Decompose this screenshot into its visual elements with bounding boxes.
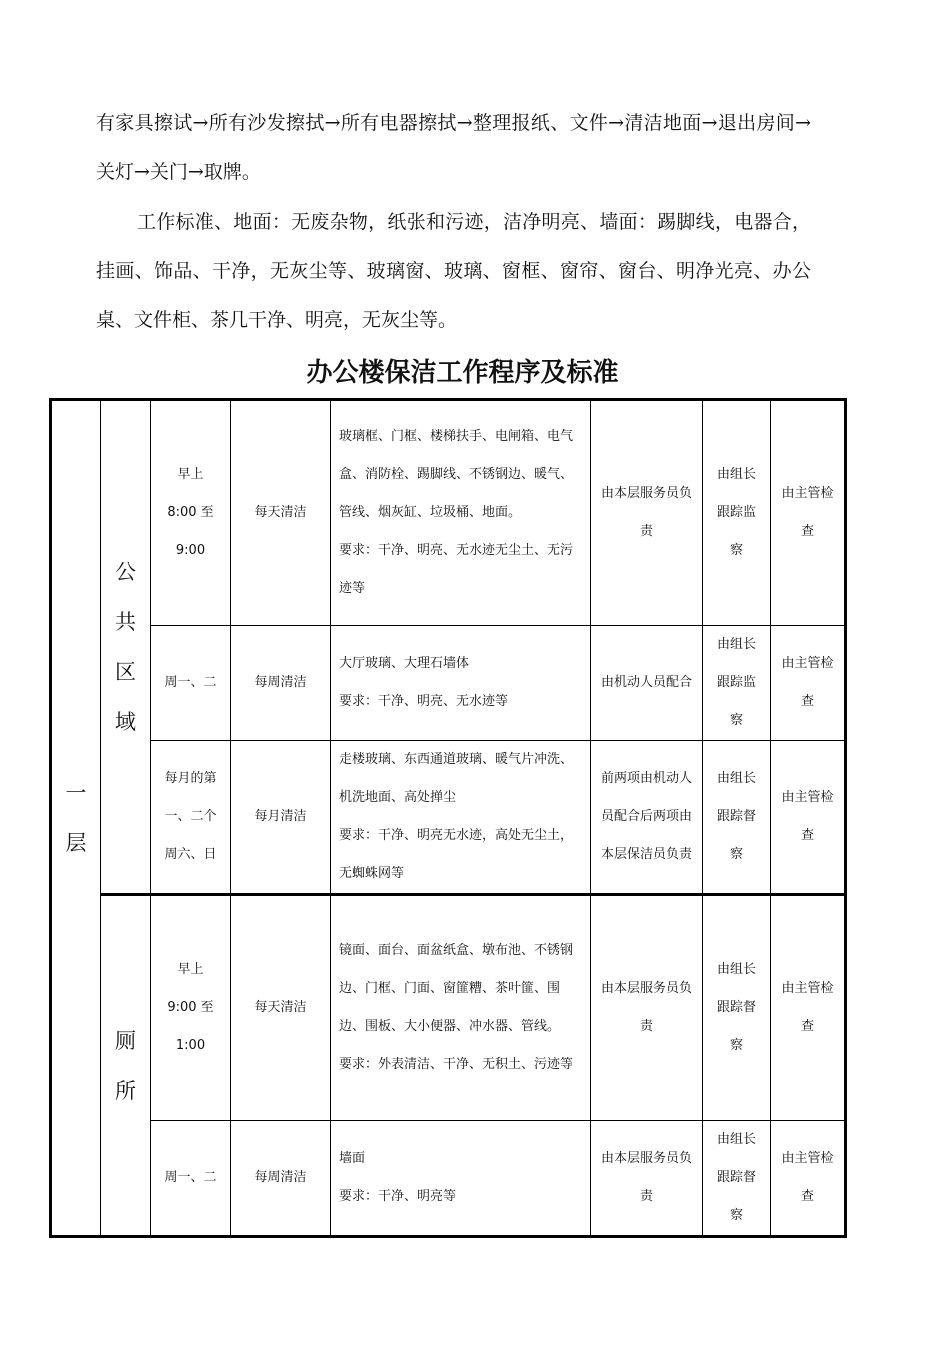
supervise-cell: 由组长跟踪监察 bbox=[703, 626, 771, 741]
check-cell: 由主管检查 bbox=[771, 1121, 846, 1237]
page-title: 办公楼保洁工作程序及标准 bbox=[306, 358, 619, 388]
supervise-cell: 由组长跟踪督察 bbox=[703, 1121, 771, 1237]
content-cell bbox=[331, 400, 591, 626]
frequency-cell: 每周清洁 bbox=[231, 1121, 331, 1237]
area-label: 公共区域 bbox=[115, 560, 136, 734]
table-row bbox=[51, 400, 846, 626]
time-cell: 周一、二 bbox=[151, 1121, 231, 1237]
time-cell bbox=[151, 400, 231, 626]
paragraph-standard: 工作标准、地面：无废杂物，纸张和污迹，洁净明亮、墙面：踢脚线，电器合，挂画、饰品、干净，无灰尘等、玻璃窗、玻璃、窗框、窗帘、窗台、明净光亮、办公桌、文件柜、茶几干净、明亮，无灰尘等。 bbox=[96, 211, 811, 331]
time-cell bbox=[151, 895, 231, 1121]
area-cell bbox=[101, 895, 151, 1237]
time-text: 早上 9:00 至 1:00 bbox=[167, 962, 214, 1053]
supervise-cell: 由组长跟踪督察 bbox=[703, 741, 771, 895]
supervise-cell: 由组长跟踪督察 bbox=[703, 895, 771, 1121]
check-cell: 由主管检查 bbox=[771, 741, 846, 895]
responsible-cell: 由机动人员配合 bbox=[591, 626, 703, 741]
content-text: 走楼玻璃、东西通道玻璃、暖气片冲洗、机洗地面、高处掸尘 要求：干净、明亮无水迹，高处无尘土，无蜘蛛网等 bbox=[339, 752, 574, 881]
area-cell bbox=[101, 400, 151, 895]
time-cell: 每月的第一、二个周六、日 bbox=[151, 741, 231, 895]
content-cell bbox=[331, 1121, 591, 1237]
check-cell: 由主管检查 bbox=[771, 626, 846, 741]
content-text: 墙面 要求：干净、明亮等 bbox=[339, 1151, 457, 1204]
table-row bbox=[51, 1121, 846, 1237]
floor-cell bbox=[51, 400, 101, 1237]
cleaning-schedule-table bbox=[49, 398, 847, 1238]
content-text: 镜面、面台、面盆纸盒、墩布池、不锈钢边、门框、门面、窗篚糟、茶叶篚、围边、围板、大小便器、冲水器、管线。 要求：外表清洁、干净、无积土、污迹等 bbox=[339, 943, 574, 1072]
paragraph-procedure: 有家具擦试→所有沙发擦拭→所有电器擦拭→整理报纸、文件→清洁地面→退出房间→关灯→关门→取牌。 bbox=[96, 112, 811, 183]
table-row bbox=[51, 895, 846, 1121]
area-label: 厕所 bbox=[115, 1028, 136, 1103]
frequency-cell: 每周清洁 bbox=[231, 626, 331, 741]
table-row bbox=[51, 741, 846, 895]
content-text: 玻璃框、门框、楼梯扶手、电闸箱、电气盒、消防栓、踢脚线、不锈钢边、暖气、管线、烟灰缸、垃圾桶、地面。 要求：干净、明亮、无水迹无尘土、无污迹等 bbox=[339, 429, 574, 596]
supervise-cell: 由组长跟踪监察 bbox=[703, 400, 771, 626]
table-row bbox=[51, 626, 846, 741]
frequency-cell: 每天清洁 bbox=[231, 895, 331, 1121]
check-cell: 由主管检查 bbox=[771, 895, 846, 1121]
floor-label: 一层 bbox=[65, 781, 87, 855]
content-text: 大厅玻璃、大理石墙体 要求：干净、明亮、无水迹等 bbox=[339, 656, 509, 709]
responsible-cell: 由本层服务员负责 bbox=[591, 1121, 703, 1237]
responsible-cell: 前两项由机动人员配合后两项由本层保洁员负责 bbox=[591, 741, 703, 895]
check-cell: 由主管检查 bbox=[771, 400, 846, 626]
content-cell bbox=[331, 895, 591, 1121]
responsible-cell: 由本层服务员负责 bbox=[591, 895, 703, 1121]
frequency-cell: 每月清洁 bbox=[231, 741, 331, 895]
content-cell bbox=[331, 741, 591, 895]
frequency-cell: 每天清洁 bbox=[231, 400, 331, 626]
responsible-cell: 由本层服务员负责 bbox=[591, 400, 703, 626]
time-text: 早上 8:00 至 9:00 bbox=[167, 467, 214, 558]
time-cell: 周一、二 bbox=[151, 626, 231, 741]
content-cell bbox=[331, 626, 591, 741]
